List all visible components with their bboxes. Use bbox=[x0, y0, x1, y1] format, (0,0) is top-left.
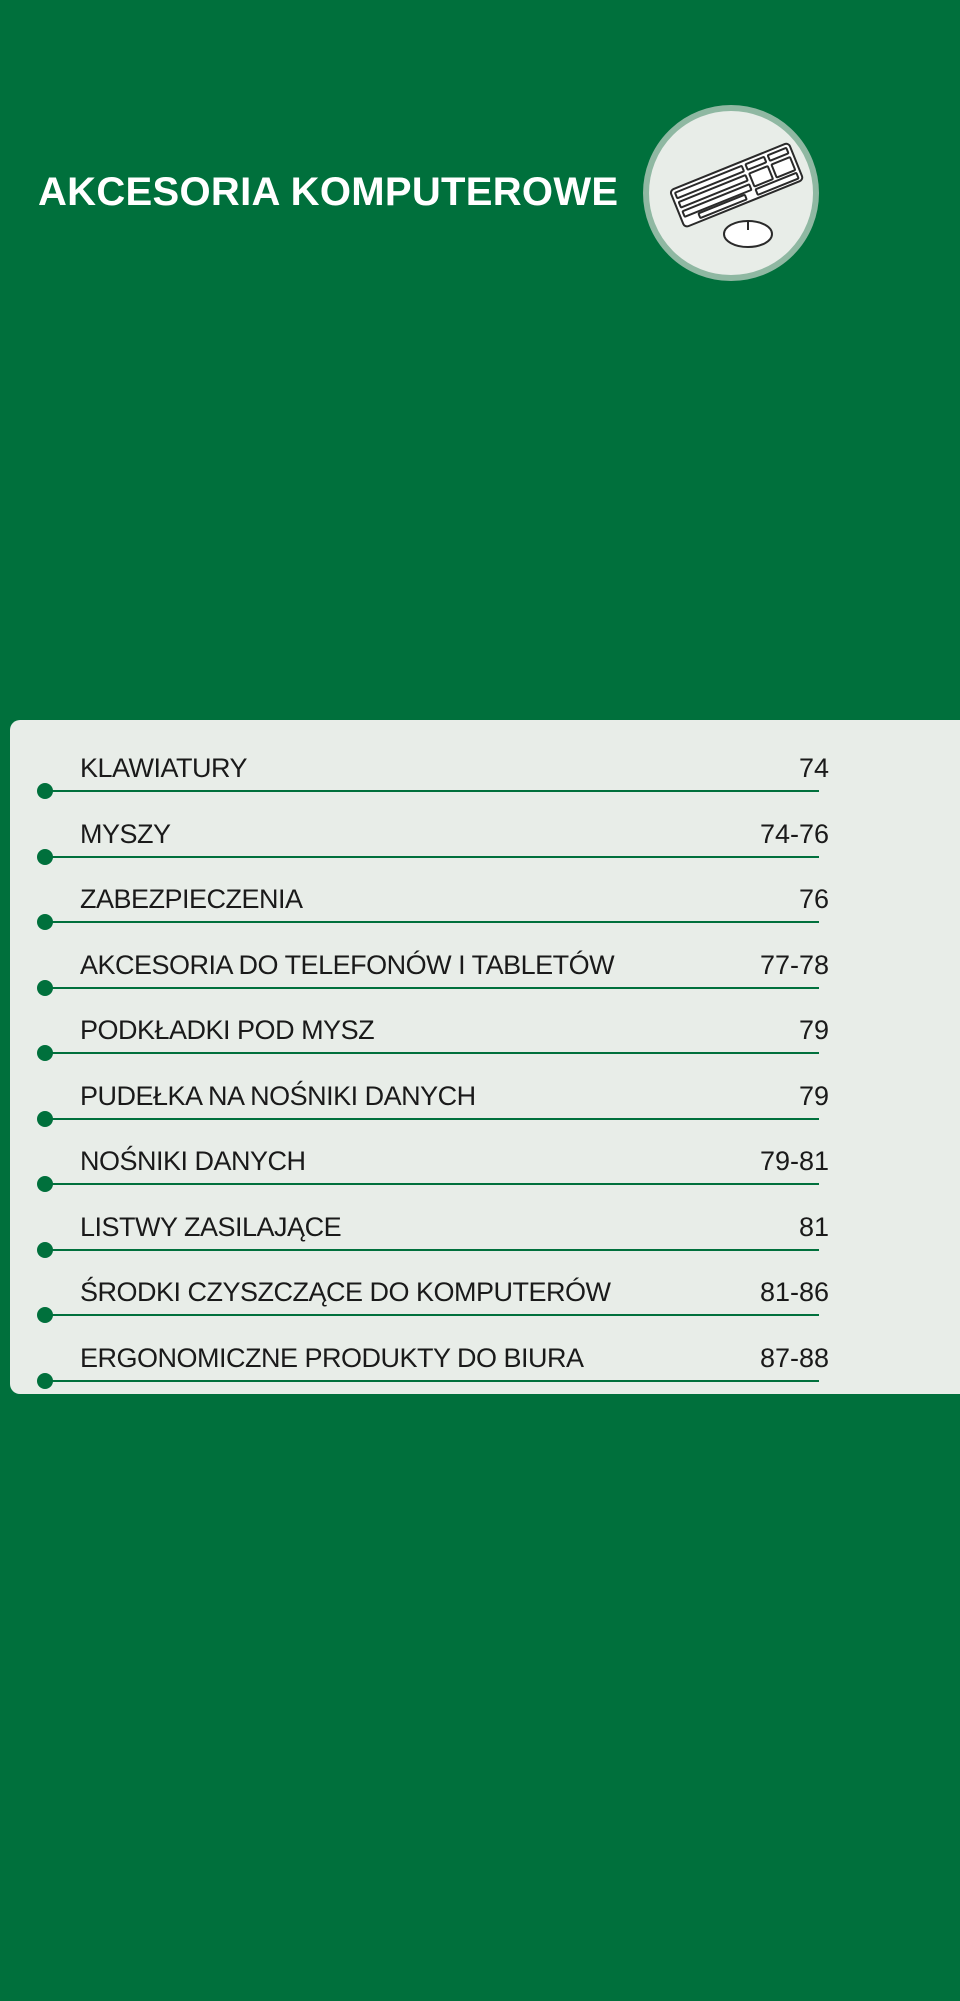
toc-divider bbox=[43, 1380, 819, 1382]
toc-item-ergonomiczne[interactable] bbox=[10, 1324, 960, 1390]
toc-divider bbox=[43, 790, 819, 792]
toc-item-pages: 81-86 bbox=[759, 1277, 829, 1307]
toc-item-pages: 81 bbox=[798, 1212, 829, 1242]
toc-divider bbox=[43, 1249, 819, 1251]
toc-item-pages: 76 bbox=[798, 884, 829, 914]
toc-item-pages: 74 bbox=[798, 753, 829, 783]
toc-item-pages: 77-78 bbox=[759, 950, 829, 980]
toc-item-label: MYSZY bbox=[80, 819, 171, 849]
toc-item-pages: 74-76 bbox=[759, 819, 829, 849]
toc-item-srodki-czyszczace[interactable] bbox=[10, 1258, 960, 1324]
toc-item-label: NOŚNIKI DANYCH bbox=[80, 1146, 306, 1176]
toc-item-klawiatury[interactable] bbox=[10, 734, 960, 800]
toc-item-label: KLAWIATURY bbox=[80, 753, 248, 783]
toc-item-pages: 79-81 bbox=[759, 1146, 829, 1176]
toc-item-label: AKCESORIA DO TELEFONÓW I TABLETÓW bbox=[80, 950, 615, 980]
toc-item-pudelka[interactable] bbox=[10, 1062, 960, 1128]
toc-item-listwy[interactable] bbox=[10, 1193, 960, 1259]
toc-item-label: PUDEŁKA NA NOŚNIKI DANYCH bbox=[80, 1081, 476, 1111]
toc-divider bbox=[43, 987, 819, 989]
toc-divider bbox=[43, 856, 819, 858]
keyboard-mouse-icon bbox=[642, 104, 820, 282]
toc-item-label: PODKŁADKI POD MYSZ bbox=[80, 1015, 375, 1045]
toc-divider bbox=[43, 921, 819, 923]
toc-item-label: ŚRODKI CZYSZCZĄCE DO KOMPUTERÓW bbox=[80, 1277, 611, 1307]
toc-divider bbox=[43, 1314, 819, 1316]
toc-item-podkladki[interactable] bbox=[10, 996, 960, 1062]
toc-divider bbox=[43, 1118, 819, 1120]
toc-divider bbox=[43, 1183, 819, 1185]
toc-item-pages: 79 bbox=[798, 1081, 829, 1111]
toc-item-label: ERGONOMICZNE PRODUKTY DO BIURA bbox=[80, 1343, 584, 1373]
toc-item-nosniki[interactable] bbox=[10, 1127, 960, 1193]
toc-item-label: ZABEZPIECZENIA bbox=[80, 884, 303, 914]
toc-divider bbox=[43, 1052, 819, 1054]
toc-item-myszy[interactable] bbox=[10, 800, 960, 866]
toc-item-zabezpieczenia[interactable] bbox=[10, 865, 960, 931]
page-title: AKCESORIA KOMPUTEROWE bbox=[38, 170, 619, 214]
table-of-contents bbox=[10, 720, 960, 1394]
toc-item-label: LISTWY ZASILAJĄCE bbox=[80, 1212, 342, 1242]
toc-item-pages: 87-88 bbox=[759, 1343, 829, 1373]
toc-item-pages: 79 bbox=[798, 1015, 829, 1045]
toc-item-akcesoria-telefony[interactable] bbox=[10, 931, 960, 997]
